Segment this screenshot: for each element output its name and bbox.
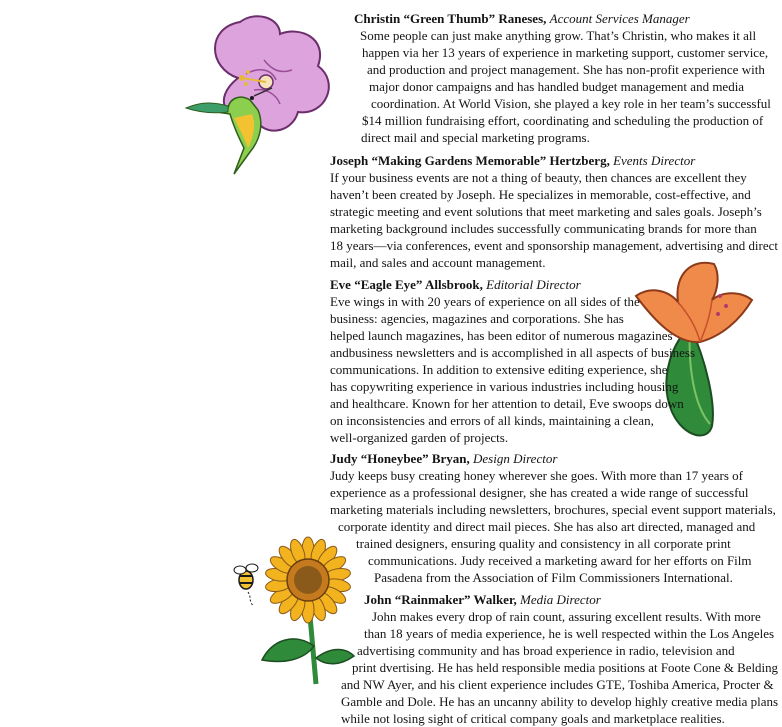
bio-line: mail, and sales and account management. [330,255,546,270]
bio-line: helped launch magazines, has been editor of numerous magazines [330,328,673,343]
bio-heading [330,450,557,467]
bio-name: Joseph “Making Gardens Memorable” Hertzberg, [330,153,610,168]
bio-line: direct mail and special marketing programs. [361,130,590,145]
bio-name: John “Rainmaker” Walker, [364,592,517,607]
bio-line: Gamble and Dole. He has an uncanny ability to develop highly creative media plans [341,694,778,709]
bio-line: and healthcare. Known for her attention to detail, Eve swoops down [330,396,684,411]
bio-line: and production and project management. She has non-profit experience with [367,62,765,77]
bio-line: experience as a professional designer, she has created a wide range of successful [330,485,749,500]
bio-line: communications. In addition to extensive editing experience, she [330,362,668,377]
bio-heading [364,591,601,608]
sunflower-bee-illustration [228,536,358,686]
bio-line: business: agencies, magazines and corporations. She has [330,311,624,326]
bio-line: John makes every drop of rain count, assuring excellent results. With more [372,609,761,624]
bio-name: Christin “Green Thumb” Raneses, [354,11,547,26]
bio-name: Judy “Honeybee” Bryan, [330,451,470,466]
bio-line: 18 years—via conferences, event and sponsorship management, advertising and direct [330,238,778,253]
sunflower-head [265,537,352,623]
bio-role: Media Director [520,592,601,607]
bio-line: while not losing sight of critical company goals and marketplace realities. [341,711,725,726]
bio-heading [354,10,690,27]
bio-line: If your business events are not a thing of beauty, then chances are excellent they [330,170,747,185]
bio-line: Eve wings in with 20 years of experience on all sides of the [330,294,640,309]
bio-line: coordination. At World Vision, she played a key role in her team’s successful [371,96,771,111]
bio-line: marketing materials including newsletters, brochures, special event support materials, [330,502,776,517]
bio-line: on inconsistencies and errors of all kinds, maintaining a clean, [330,413,654,428]
bio-line: than 18 years of media experience, he is well respected within the Los Angeles [364,626,775,641]
bio-line: corporate identity and direct mail pieces. She has also art directed, managed and [338,519,756,534]
bee [234,564,258,606]
bio-line: major donor campaigns and has handled budget management and media [369,79,745,94]
bio-line: has copywriting experience in various industries including housing [330,379,679,394]
bio-line: trained designers, ensuring quality and consistency in all corporate print [356,536,731,551]
bio-role: Design Director [473,451,558,466]
bio-line: advertising community and has broad experience in radio, television and [357,643,735,658]
bio-line: print dvertising. He has held responsible media positions at Foote Cone & Belding [352,660,778,675]
bio-heading [330,152,695,169]
bio-line: Pasadena from the Association of Film Commissioners International. [374,570,733,585]
bio-name: Eve “Eagle Eye” Allsbrook, [330,277,483,292]
bio-line: happen via her 13 years of experience in marketing support, customer service, [362,45,769,60]
bio-heading [330,276,581,293]
bio-line: communications. Judy received a marketing award for her efforts on Film [368,553,752,568]
bio-line: Judy keeps busy creating honey wherever she goes. With more than 17 years of [330,468,743,483]
bio-line: marketing background includes successfully communicating brands for more than [330,221,757,236]
bio-role: Editorial Director [486,277,581,292]
bio-line: well-organized garden of projects. [330,430,509,445]
bio-line: strategic meeting and event solutions that meet marketing and sales goals. Joseph’s [330,204,762,219]
bio-line: and NW Ayer, and his client experience includes GTE, Toshiba America, Procter & [341,677,774,692]
bio-role: Events Director [613,153,696,168]
bio-role: Account Services Manager [549,11,690,26]
bio-line: Some people can just make anything grow. That’s Christin, who makes it all [360,28,757,43]
bio-line: haven’t been created by Joseph. He specializes in memorable, cost-effective, and [330,187,751,202]
sunflower-stem [262,616,354,684]
bio-line: $14 million fundraising effort, coordinating and scheduling the production of [362,113,764,128]
bio-line: andbusiness newsletters and is accomplished in all aspects of business [330,345,696,360]
